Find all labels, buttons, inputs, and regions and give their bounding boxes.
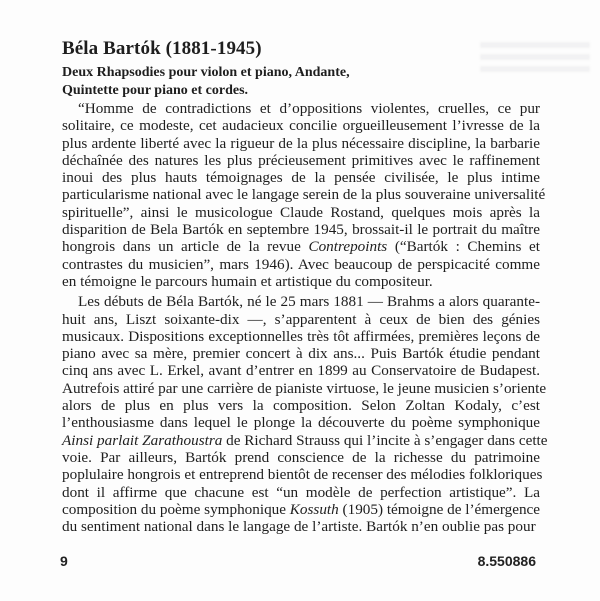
work-subtitle (62, 64, 350, 100)
paragraph (62, 100, 546, 290)
italic-title: Contrepoints (308, 238, 388, 256)
text-segment: composition du poème symphonique (62, 500, 290, 518)
text-line: l’enthousiasme dans lequel le plonge la découverte du poème symphonique (62, 414, 540, 432)
text-line: contrastes du musicien”, mars 1946). Avec beaucoup de perspicacité comme (62, 255, 540, 273)
text-segment: hongrois dans un article de la revue (62, 238, 309, 256)
bleed-through-text (480, 42, 590, 78)
italic-title: Kossuth (289, 500, 339, 518)
text-line: huit ans, Liszt soixante-dix —, s’apparentent à ceux de bien des génies (62, 310, 540, 328)
text-line: du sentiment national dans le langage de l’artiste. Bartók n’en oublie pas pour (62, 518, 536, 536)
text-line (62, 431, 548, 449)
text-line: Autrefois attiré par une carrière de pianiste virtuose, le jeune musicien s’oriente (62, 379, 547, 397)
paragraph (62, 293, 548, 536)
text-line (62, 501, 540, 518)
text-line: déchaînée des natures les plus précieusement primitives avec le raffinement (62, 151, 540, 169)
page-title: Béla Bartók (1881-1945) (62, 38, 262, 59)
text-line: piano avec sa mère, premier concert à dix ans... Puis Bartók étudie pendant (62, 345, 540, 363)
subtitle-line: Quintette pour piano et cordes. (62, 83, 249, 98)
text-line: cinq ans avec L. Erkel, avant d’entrer en 1899 au Conservatoire de Budapest. (62, 362, 540, 380)
text-line: dont il affirme que chacune est “un modèle de perfection artistique”. La (62, 483, 540, 501)
text-line: particularisme national avec le langage serein de la plus souveraine universalité (62, 186, 546, 204)
text-segment: de Richard Strauss qui l’incite à s’engager dans cette (222, 431, 548, 449)
text-line: en témoigne le parcours humain et artistique du compositeur. (62, 272, 433, 290)
subtitle-line: Deux Rhapsodies pour violon et piano, Andante, (62, 65, 350, 80)
text-line: inoui des plus hauts témoignages de la pensée civilisée, le plus intime (62, 169, 540, 187)
text-line: solitaire, ce modeste, cet audacieux concilie orgueilleusement l’ivresse de la (62, 117, 540, 135)
text-line: spirituelle”, ainsi le musicologue Claude Rostand, quelques mois après la (62, 203, 540, 221)
italic-title: Ainsi parlait Zarathoustra (62, 431, 223, 449)
text-line: poplulaire hongrois et entreprend bientôt de recenser des mélodies folkloriques (62, 466, 543, 484)
text-line: alors de plus en plus vers la composition. Selon Zoltan Kodaly, c’est (62, 397, 540, 415)
catalog-number: 8.550886 (477, 553, 536, 569)
text-line: “Homme de contradictions et d’oppositions violentes, cruelles, ce pur (78, 100, 540, 117)
text-line: voie. Par ailleurs, Bartók prend conscience de la richesse du patrimoine (62, 448, 540, 466)
text-line: disparition de Bela Bartók en septembre 1945, brossait-il le portrait du maître (62, 221, 540, 239)
text-line: Les débuts de Béla Bartók, né le 25 mars 1881 — Brahms a alors quarante- (78, 293, 540, 311)
text-segment: (1905) témoigne de l’émergence (338, 500, 541, 518)
body-text (62, 100, 548, 536)
text-line: plus ardente liberté avec la rigueur de la plus nécessaire discipline, la barbarie (62, 134, 540, 152)
text-segment: (“Bartók : Chemins et (387, 238, 540, 256)
text-line (62, 238, 540, 255)
page-number: 9 (60, 553, 68, 569)
text-line: musicaux. Dispositions exceptionnelles très tôt affirmées, premières leçons de (62, 327, 540, 345)
